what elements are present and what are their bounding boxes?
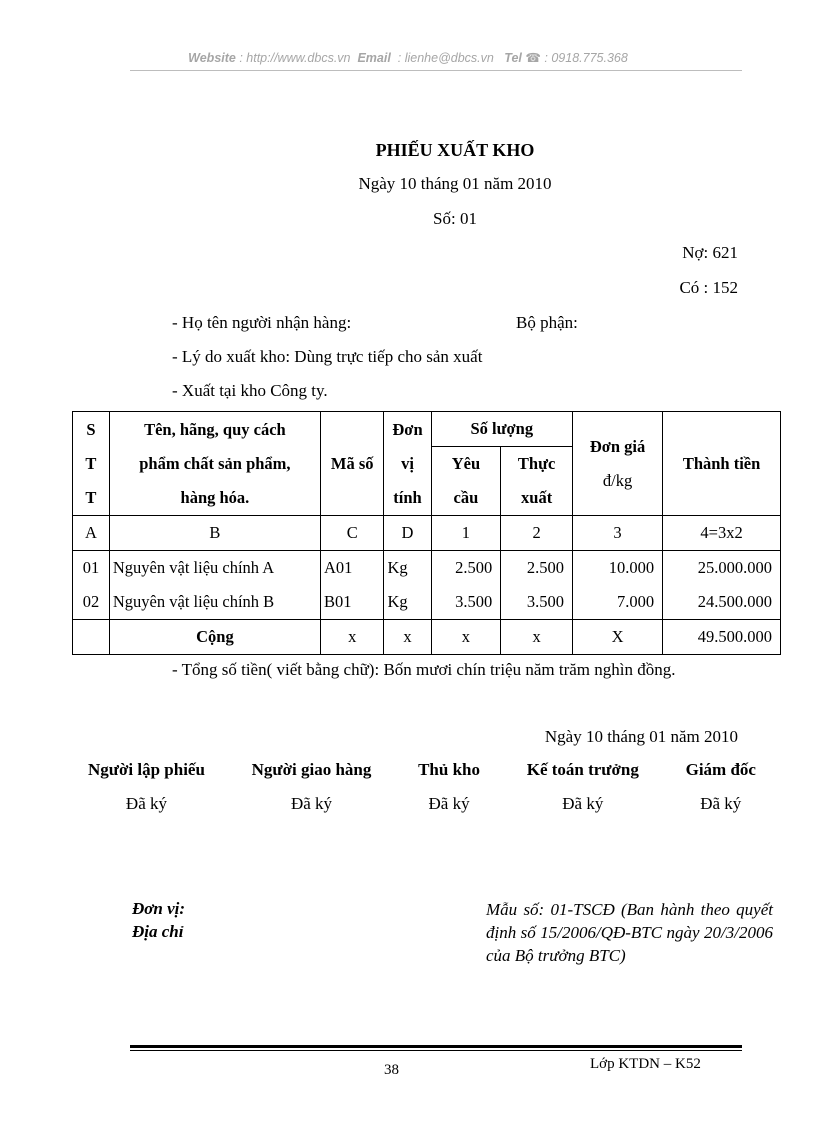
tel-value: : 0918.775.368 [544,51,628,65]
website-label: Website [188,51,236,65]
stt-header: S T T [73,412,110,516]
tel-label: Tel ☎ [504,51,541,65]
signature-deliverer: Người giao hàng Đã ký [251,760,372,813]
email-label: Email [357,51,391,65]
unit-label: Đơn vị: [132,899,186,918]
email-value: : lienhe@dbcs.vn [397,51,494,65]
total-row: Cộng x x x x X 49.500.000 [73,620,781,655]
name-header: Tên, hãng, quy cách phẩm chất sản phẩm, hàng hóa. [109,412,320,516]
quantity-header: Số lượng [431,412,572,447]
reason-line: - Lý do xuất kho: Dùng trực tiếp cho sản xuất [172,347,483,366]
document-number: Số: 01 [433,209,477,228]
credit-account: Có : 152 [679,278,738,297]
qty-required-header: Yêu cầu [431,447,501,516]
goods-table [72,411,781,655]
class-name: Lớp KTDN – K52 [590,1056,701,1072]
price-header: Đơn giá đ/kg [572,412,662,516]
signature-chief-accountant: Kế toán trưởng Đã ký [526,760,639,813]
unit-header: Đơn vị tính [384,412,431,516]
header-divider [130,70,742,71]
footer-divider-thin [130,1050,742,1051]
page-header [0,50,816,65]
amount-header: Thành tiền [663,412,781,516]
table-row: 02 Nguyên vật liệu chính B B01 Kg 3.500 3.500 7.000 24.500.000 [73,585,781,620]
sign-date: Ngày 10 tháng 01 năm 2010 [544,727,738,746]
amount-in-words: - Tổng số tiền( viết bằng chữ): Bốn mươi chín triệu năm trăm nghìn đồng. [172,660,676,679]
qty-actual-header: Thực xuất [501,447,573,516]
table-row: 01 Nguyên vật liệu chính A A01 Kg 2.500 2.500 10.000 25.000.000 [73,551,781,586]
page-number: 38 [384,1062,399,1078]
document-date: Ngày 10 tháng 01 năm 2010 [358,174,552,193]
signature-director: Giám đốc Đã ký [685,760,756,813]
form-note: Mẫu số: 01-TSCĐ (Ban hành theo quyết định số 15/2006/QĐ-BTC ngày 20/3/2006 của Bộ trưởng BTC) [486,900,773,965]
website-value: : http://www.dbcs.vn [239,51,351,65]
column-code-row: A B C D 1 2 3 4=3x2 [73,516,781,551]
warehouse-line: - Xuất tại kho Công ty. [172,381,328,400]
document-title: PHIẾU XUẤT KHO [375,140,535,160]
department-label: Bộ phận: [516,313,578,332]
signature-row [88,760,756,814]
code-header: Mã số [320,412,384,516]
signature-preparer: Người lập phiếu Đã ký [88,760,205,813]
footer-divider [130,1045,742,1048]
signature-storekeeper: Thủ kho Đã ký [418,760,481,813]
address-label: Địa chỉ [132,922,184,941]
debit-account: Nợ: 621 [682,243,738,262]
receiver-label: - Họ tên người nhận hàng: [172,313,352,332]
